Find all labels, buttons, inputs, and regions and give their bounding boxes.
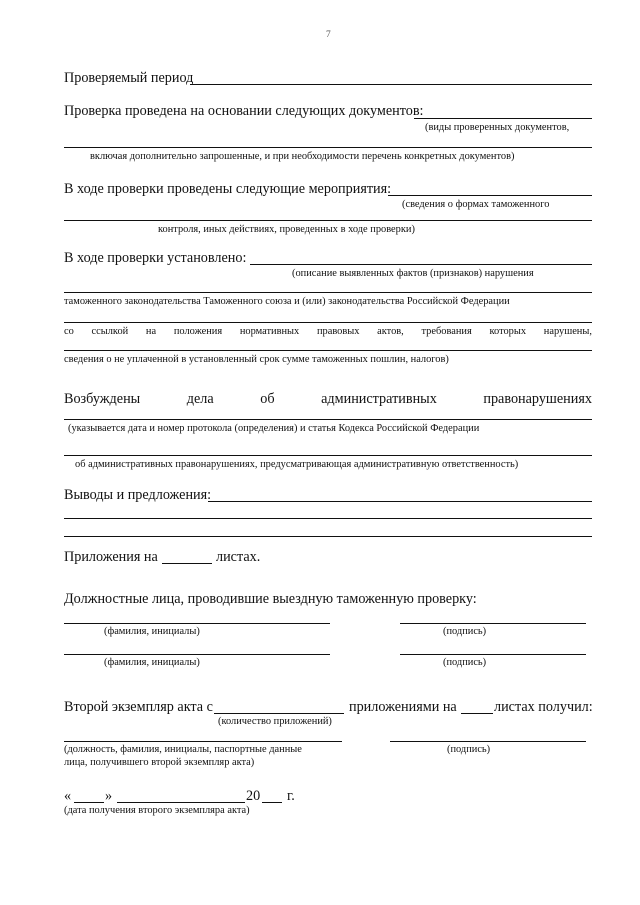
page-number: 7 [326, 30, 331, 40]
date-day-line [74, 802, 104, 803]
second-copy-person-caption-2: лица, получившего второй экземпляр акта) [64, 757, 255, 768]
cases-label-word: правонарушениях [483, 391, 592, 407]
date-year-prefix: 20 [246, 788, 261, 804]
conclusions-field-line-3 [64, 536, 592, 537]
conclusions-label: Выводы и предложения: [64, 487, 212, 503]
findings-hint-3-word: которых [489, 326, 527, 337]
second-copy-sign-caption: (подпись) [447, 744, 491, 755]
basis-field-line-2 [64, 147, 592, 148]
cases-hint-2: об административных правонарушениях, предусматривающая административную ответственность) [75, 459, 519, 470]
official-1-sign-caption: (подпись) [443, 626, 487, 637]
measures-hint-1: (сведения о формах таможенного [402, 199, 550, 210]
second-copy-suffix: листах получил: [494, 699, 593, 715]
attachments-count-line [162, 563, 212, 564]
date-year-suffix: г. [287, 788, 295, 804]
second-copy-sign-line [390, 741, 586, 742]
date-caption: (дата получения второго экземпляра акта) [64, 805, 250, 816]
measures-label: В ходе проверки проведены следующие мероприятия: [64, 181, 392, 197]
date-open-quote: « [64, 788, 72, 804]
period-field-line [190, 84, 592, 85]
officials-label: Должностные лица, проводившие выездную таможенную проверку: [64, 591, 477, 607]
findings-hint-3-word: ссылкой [91, 326, 129, 337]
second-copy-person-line [64, 741, 342, 742]
measures-field-line-2 [64, 220, 592, 221]
official-1-name-caption: (фамилия, инициалы) [104, 626, 200, 637]
findings-hint-3-word: нарушены, [543, 326, 592, 337]
second-copy-person-caption-1: (должность, фамилия, инициалы, паспортные данные [64, 744, 302, 755]
cases-label-word: Возбуждены [64, 391, 141, 407]
findings-hint-1: (описание выявленных фактов (признаков) нарушения [292, 268, 534, 279]
findings-hint-3-word: нормативных [239, 326, 300, 337]
findings-hint-3-word: положения [173, 326, 223, 337]
cases-label-word: административных [321, 391, 437, 407]
official-1-name-line [64, 623, 330, 624]
findings-hint-3-word: правовых [316, 326, 360, 337]
basis-hint-2: включая дополнительно запрошенные, и при необходимости перечень конкретных документов) [90, 151, 515, 162]
findings-hint-3-word: со [64, 326, 74, 337]
findings-hint-3-word: требования [421, 326, 472, 337]
official-2-name-caption: (фамилия, инициалы) [104, 657, 200, 668]
findings-field-line [250, 264, 592, 265]
cases-hint-1: (указывается дата и номер протокола (определения) и статья Кодекса Российской Федерации [68, 423, 480, 434]
official-1-sign-line [400, 623, 586, 624]
cases-field-line-2 [64, 455, 592, 456]
official-2-sign-line [400, 654, 586, 655]
date-month-line [117, 802, 245, 803]
findings-hint-2: таможенного законодательства Таможенного союза и (или) законодательства Российской Федерации [64, 296, 510, 307]
date-close-quote: » [105, 788, 113, 804]
basis-label: Проверка проведена на основании следующих документов: [64, 103, 424, 119]
measures-field-line [388, 195, 592, 196]
cases-label [64, 391, 592, 407]
measures-hint-2: контроля, иных действиях, проведенных в ходе проверки) [158, 224, 415, 235]
official-2-sign-caption: (подпись) [443, 657, 487, 668]
findings-hint-3-word: актов, [377, 326, 404, 337]
second-copy-count-line [214, 713, 344, 714]
date-year-line [262, 802, 282, 803]
cases-label-word: об [260, 391, 275, 407]
findings-field-line-3 [64, 322, 592, 323]
findings-field-line-4 [64, 350, 592, 351]
second-copy-count-caption: (количество приложений) [218, 716, 332, 727]
cases-field-line [64, 419, 592, 420]
findings-label: В ходе проверки установлено: [64, 250, 247, 266]
conclusions-field-line [208, 501, 592, 502]
basis-hint-1: (виды проверенных документов, [425, 122, 570, 133]
findings-hint-3-word: на [145, 326, 157, 337]
findings-field-line-2 [64, 292, 592, 293]
period-label: Проверяемый период [64, 70, 194, 86]
second-copy-prefix: Второй экземпляр акта с [64, 699, 213, 715]
conclusions-field-line-2 [64, 518, 592, 519]
basis-field-line [414, 118, 592, 119]
findings-hint-3 [64, 326, 592, 338]
attachments-prefix: Приложения на [64, 549, 158, 565]
official-2-name-line [64, 654, 330, 655]
second-copy-sheets-line [461, 713, 493, 714]
cases-label-word: дела [186, 391, 214, 407]
second-copy-middle: приложениями на [349, 699, 457, 715]
attachments-suffix: листах. [216, 549, 261, 565]
findings-hint-4: сведения о не уплаченной в установленный срок сумме таможенных пошлин, налогов) [64, 354, 449, 365]
